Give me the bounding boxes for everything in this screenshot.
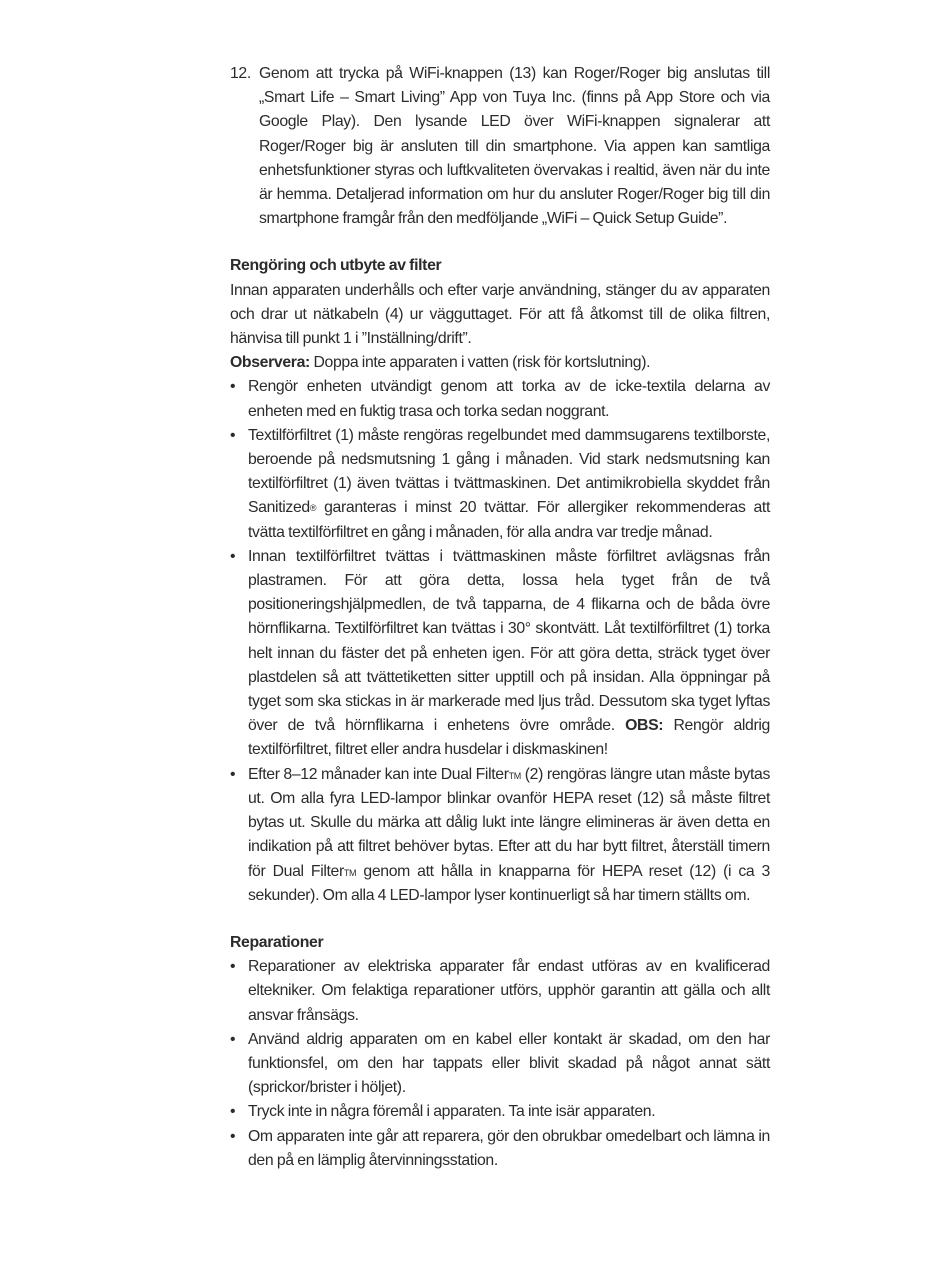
section-heading-repairs: Reparationer <box>230 933 324 951</box>
observe-label: Observera: <box>230 354 310 372</box>
list-item-text: Rengör enheten utvändigt genom att torka av de icke-textila delarna av enheten med en fuktig trasa och torka sedan noggrant. <box>248 378 770 420</box>
list-item-text-part: Innan textilförfiltret tvättas i tvättmaskinen måste förfiltret avlägsnas från plastramen. För att göra detta, lossa hela tyget från de två positioneringshjälpmedlen, de två tapparna, de 4 flikarna och de båda övre hörnflikarna. Textilförfiltret kan tvättas i 30° skontvätt. Låt textilförfiltret (1) torka helt innan du fäster det på enheten igen. För att göra detta, sträck tyget över plastdelen så att tvättetiketten sitter upptill och på insidan. Alla öppningar på tyget som ska stickas in är markerade med ljus tråd. Dessutom ska tyget lyftas över de två hörnflikarna i enhetens övre område. <box>248 547 770 735</box>
trademark-mark: TM <box>508 770 521 781</box>
bullet-marker: • <box>230 1127 236 1145</box>
list-item-text-part: (2) rengöras längre utan måste bytas ut. Om alla fyra LED-lampor blinkar ovanför HEPA reset (12) så måste filtret bytas ut. Skulle du märka att dålig lukt inte längre elimineras är även detta en indikation på att filtret behöver bytas. Efter att du har bytt filtret, återställ timern för Dual Filter <box>248 765 770 880</box>
list-item-text <box>248 766 770 904</box>
list-item <box>230 545 770 763</box>
observe-note <box>230 351 770 375</box>
list-item-text: Om apparaten inte går att reparera, gör den obrukbar omedelbart och lämna in den på en lämplig återvinningsstation. <box>248 1127 770 1169</box>
cleaning-intro: Innan apparaten underhålls och efter varje användning, stänger du av apparaten och drar ut nätkabeln (4) ur vägguttaget. För att få åtkomst till de olika filtren, hänvisa till punkt 1 i ”Inställning/drift”. <box>230 281 770 348</box>
list-item <box>230 955 770 1028</box>
list-item-text: Reparationer av elektriska apparater får endast utföras av en kvalificerad eltekniker. Om felaktiga reparationer utförs, upphör garantin att gälla och allt ansvar frånsägs. <box>248 958 770 1024</box>
trademark-mark: TM <box>343 867 357 878</box>
item-number: 12. <box>230 65 251 82</box>
list-item-text: Tryck inte in några föremål i apparaten. Ta inte isär apparaten. <box>248 1103 656 1121</box>
list-item <box>230 424 770 545</box>
bullet-marker: • <box>230 547 236 565</box>
document-column <box>230 62 770 1173</box>
list-item <box>230 375 770 423</box>
list-item <box>230 1100 770 1124</box>
observe-text: Doppa inte apparaten i vatten (risk för kortslutning). <box>309 354 651 372</box>
list-item-text <box>248 427 770 541</box>
bullet-marker: • <box>230 958 236 976</box>
bullet-marker: • <box>230 1030 236 1048</box>
list-item-text-part: Rengör aldrig textilförfiltret, filtret eller andra husdelar i diskmaskinen! <box>248 717 770 759</box>
list-item-text-part: genom att hålla in knapparna för HEPA reset (12) (i ca 3 sekunder). Om alla 4 LED-lampor lyser kontinuerligt så har timern ställts om. <box>248 862 770 904</box>
list-item <box>230 1028 770 1101</box>
item-12-text: Genom att trycka på WiFi-knappen (13) kan Roger/Roger big anslutas till „Smart Life – Smart Living” App von Tuya Inc. (finns på App Store och via Google Play). Den lysande LED över WiFi-knappen signalerar att Roger/Roger big är ansluten till din smartphone. Via appen kan samtliga enhetsfunktioner styras och luftkvaliteten övervakas i realtid, även när du inte är hemma. Detaljerad information om hur du ansluter Roger/Roger big till din smartphone framgår från den medföljande „WiFi – Quick Setup Guide”. <box>259 65 770 228</box>
bullet-marker: • <box>230 1103 236 1121</box>
list-item <box>230 1125 770 1173</box>
list-item-text <box>248 548 770 759</box>
bullet-marker: • <box>230 765 236 783</box>
bullet-marker: • <box>230 426 236 444</box>
section-heading-cleaning: Rengöring och utbyte av filter <box>230 257 442 275</box>
list-item-text-part: Efter 8–12 månader kan inte Dual Filter <box>248 765 509 783</box>
list-item-text-part: garanteras i minst 20 tvättar. För allergiker rekommenderas att tvätta textilförfiltret en gång i månaden, för alla andra var tredje månad. <box>248 499 770 541</box>
bullet-marker: • <box>230 378 236 396</box>
list-item <box>230 763 770 908</box>
list-item-text-part: Textilförfiltret (1) måste rengöras regelbundet med dammsugarens textilborste, beroende på nedsmutsning 1 gång i månaden. Vid stark nedsmutsning kan textilförfiltret (1) även tvättas i tvättmaskinen. Det antimikrobiella skyddet från Sanitized <box>248 426 770 517</box>
obs-label: OBS: <box>625 717 664 735</box>
list-item-text: Använd aldrig apparaten om en kabel eller kontakt är skadad, om den har funktionsfel, om den har tappats eller blivit skadad på något annat sätt (sprickor/brister i höljet). <box>248 1030 770 1097</box>
registered-mark: ® <box>309 503 317 514</box>
numbered-item-12 <box>230 62 770 231</box>
